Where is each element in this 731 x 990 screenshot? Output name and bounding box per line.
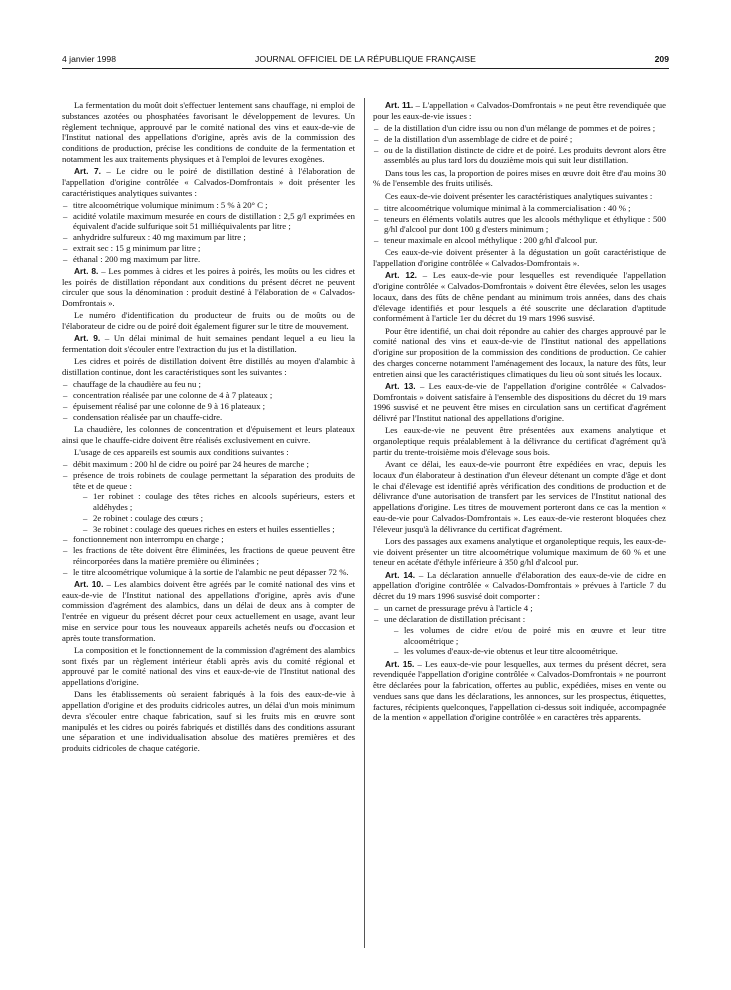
left-column [62, 100, 355, 755]
sub-list-item: – 1er robinet : coulage des têtes riches en alcools supérieurs, esters et aldéhydes ; [73, 491, 355, 513]
list-item: – titre alcoométrique volumique minimal à la commercialisation : 40 % ; [373, 203, 666, 214]
paragraph: Ces eaux-de-vie doivent présenter les caractéristiques analytiques suivantes : [385, 190, 653, 201]
article-label: Art. 11. [385, 100, 414, 110]
list-item: – fonctionnement non interrompu en charge ; [62, 534, 355, 545]
article-8 [62, 266, 355, 309]
header-title: JOURNAL OFFICIEL DE LA RÉPUBLIQUE FRANÇAISE [255, 54, 476, 64]
list-item: – condensation réalisée par un chauffe-cidre. [62, 412, 355, 423]
art11-list-2 [373, 203, 666, 246]
right-column [373, 100, 666, 725]
art9-list [62, 379, 355, 422]
article-text: – Le cidre ou le poiré de distillation destiné à l'élaboration de l'appellation d'origine contrôlée « Calvados-Domfrontais » doit présenter les caractéristiques analytiques suivantes : [62, 166, 355, 198]
paragraph: La chaudière, les colonnes de concentration et d'épuisement et leurs plateaux ainsi que le chauffe-cidre doivent être réalisés exclusivement en cuivre. [62, 423, 355, 445]
article-13 [373, 381, 666, 424]
art9-conditions [62, 459, 355, 577]
list-item: – débit maximum : 200 hl de cidre ou poiré par 24 heures de marche ; [62, 459, 355, 470]
list-item: – anhydridre sulfureux : 40 mg maximum par litre ; [62, 232, 355, 243]
list-item: – extrait sec : 15 g minimum par litre ; [62, 243, 355, 254]
sub-list [384, 625, 666, 657]
column-divider [364, 98, 365, 948]
list-item-text: présence de trois robinets de coulage permettant la séparation des produits de tête et de queue : [73, 469, 355, 491]
list-item [373, 614, 666, 657]
list-item: – concentration réalisée par une colonne de 4 à 7 plateaux ; [62, 390, 355, 401]
list-item: – les fractions de tête doivent être éliminées, les fractions de queue peuvent être réincorporées dans la matière première ou éliminées ; [62, 545, 355, 567]
paragraph: La composition et le fonctionnement de la commission d'agrément des alambics sont fixés par un règlement intérieur établi après avis du comité régional et approuvé par le comité national des vins et eaux-de-vie de l'Institut national des appellations d'origine. [62, 644, 355, 687]
article-text: – La déclaration annuelle d'élaboration des eaux-de-vie de cidre en appellation d'origine contrôlée « Calvados-Domfrontais » prévues à l'article 7 du décret du 19 mars 1996 susvisé doit comporter : [373, 569, 666, 601]
list-item: – titre alcoométrique volumique minimum : 5 % à 20° C ; [62, 200, 355, 211]
article-7 [62, 166, 355, 198]
article-10 [62, 579, 355, 644]
article-text: – Les eaux-de-vie pour lesquelles, aux termes du présent décret, sera revendiquée l'appellation d'origine contrôlée « Calvados-Domfrontais » ne pourront être déclarées pour la fabrication, offertes au public, expédiées, mises en vente ou vendues sans que dans les déclarations, les annonces, sur les prospectus, étiquettes, factures, récipients quelconques, l'appellation ci-dessus soit indiquée, accompagnée de la mention « appellation d'origine contrôlée » en caractères très apparents. [373, 658, 666, 723]
list-item: – teneurs en éléments volatils autres que les alcools méthylique et éthylique : 500 g/hl d'alcool pur dont 100 g d'esters minimum ; [373, 214, 666, 236]
header-rule [62, 68, 669, 69]
list-item: – de la distillation d'un assemblage de cidre et de poiré ; [373, 134, 666, 145]
sub-list-item: – 3e robinet : coulage des queues riches en esters et huiles essentielles ; [73, 524, 355, 535]
article-label: Art. 7. [74, 166, 101, 176]
article-text: – Les eaux-de-vie pour lesquelles est revendiquée l'appellation d'origine contrôlée « Calvados-Domfrontais » doivent être élevées, selon les usages locaux, dans des fûts de chêne pendant au minimum trois années, dans des chais d'élevage identifiés et pour lesquels a été souscrite une déclaration d'aptitude conformément à l'article 1er du décret du 19 mars 1996 susvisé. [373, 270, 666, 324]
sub-list-item: – 2e robinet : coulage des cœurs ; [73, 513, 355, 524]
list-item [62, 470, 355, 535]
sub-list-item: – les volumes de cidre et/ou de poiré mis en œuvre et leur titre alcoométrique ; [384, 625, 666, 647]
header-date: 4 janvier 1998 [62, 54, 116, 64]
article-label: Art. 14. [385, 569, 416, 580]
paragraph: La fermentation du moût doit s'effectuer lentement sans chauffage, ni emploi de substances azotées ou phosphatées favorisant le développement de levures. Un règlement technique, approuvé par le comité national des vins et eaux-de-vie de l'Institut national des appellations d'origine, après avis de la commission des conditions de production, précise les conditions de conduite de la fermentation et notamment les aux traitements physiques et à l'emploi de levures exogènes. [62, 100, 355, 164]
paragraph: Les cidres et poirés de distillation doivent être distillés au moyen d'alambic à distillation continue, dont les caractéristiques sont les suivantes : [62, 356, 355, 377]
article-text: – Les pommes à cidres et les poires à poirés, les moûts ou les cidres et les poirés de distillation répondant aux conditions du présent décret ne peuvent circuler que sous la dénomination : produit destiné à l'élaboration de « Calvados-Domfrontais ». [62, 265, 355, 308]
article-label: Art. 10. [74, 578, 104, 589]
sub-list [73, 491, 355, 534]
paragraph: Pour être identifié, un chai doit répondre au cahier des charges approuvé par le comité national des vins et eaux-de-vie de l'Institut national des appellations d'origine sur proposition de la commission des conditions de production. Ce cahier des charges concerne notamment l'aménagement des locaux, la nature des fûts, leur entretien ainsi que les caractéristiques climatiques du lieu où sont situés les locaux. [373, 325, 666, 379]
article-15 [373, 659, 666, 724]
article-label: Art. 13. [385, 380, 416, 391]
article-text: – Les eaux-de-vie de l'appellation d'origine contrôlée « Calvados-Domfrontais » doivent satisfaire à l'ensemble des dispositions du décret du 19 mars 1996 susvisé et ne peuvent être mises en circulation sans un certificat d'agrément délivré par l'Institut national des appellations d'origine. [373, 380, 666, 423]
list-item: – épuisement réalisé par une colonne de 9 à 16 plateaux ; [62, 401, 355, 412]
list-item: – acidité volatile maximum mesurée en cours de distillation : 2,5 g/l exprimées en équivalent d'acide sulfurique soit 51 milliéquivalents par litre ; [62, 211, 355, 233]
list-item: – teneur maximale en alcool méthylique : 200 g/hl d'alcool pur. [373, 235, 666, 246]
paragraph: Le numéro d'identification du producteur de fruits ou de moûts ou de l'élaborateur de cidre ou de poiré doit également figurer sur le titre de mouvement. [62, 310, 355, 331]
article-text: – Un délai minimal de huit semaines pendant lequel a eu lieu la fermentation doit s'écouler entre l'extraction du jus et la distillation. [62, 333, 355, 354]
article-label: Art. 12. [385, 270, 418, 281]
paragraph: Ces eaux-de-vie doivent présenter à la dégustation un goût caractéristique de l'appellation d'origine contrôlée « Calvados-Domfrontais ». [373, 247, 666, 268]
article-12 [373, 270, 666, 324]
page-number: 209 [654, 54, 669, 64]
paragraph: Dans les établissements où seraient fabriqués à la fois des eaux-de-vie à appellation d'origine et des produits cidricoles autres, un délai d'un mois minimum devra s'écouler entre chaque fabrication, sauf si les fruits mis en œuvre sont manipulés et les cidres ou poirés fabriqués et distillés dans des conditions assurant une séparation et une individualisation absolue des matières premières et des produits cidricoles de chaque catégorie. [62, 689, 355, 753]
list-item: – ou de la distillation distincte de cidre et de poiré. Les produits devront alors être assemblés au plus tard lors du douzième mois qui suit leur distillation. [373, 145, 666, 167]
art11-list [373, 123, 666, 166]
list-item: – éthanal : 200 mg maximum par litre. [62, 254, 355, 265]
paragraph: Dans tous les cas, la proportion de poires mises en œuvre doit être d'au moins 30 % de l'ensemble des fruits utilisés. [373, 167, 666, 189]
paragraph: Avant ce délai, les eaux-de-vie pourront être expédiées en vrac, depuis les locaux d'un élaborateur à destination d'un éleveur détenant un compte d'âge et dont le chai d'élevage est identifié après vérification des conditions de production et de délivrance d'une autorisation de transfert par les services de l'Institut national des appellations d'origine. Les titres de mouvement porteront dans ce cas la mention « eau-de-vie pour Calvados-Domfrontais ». Les eaux-de-vie resteront bloquées chez l'éleveur jusqu'à la délivrance du certificat d'agrément. [373, 459, 666, 534]
list-item-text: une déclaration de distillation précisant : [384, 614, 526, 624]
list-item: – le titre alcoométrique volumique à la sortie de l'alambic ne peut dépasser 72 %. [62, 567, 355, 578]
article-label: Art. 8. [74, 265, 99, 276]
paragraph: Les eaux-de-vie ne peuvent être présentées aux examens analytique et organoleptique requis préalablement à la délivrance du certificat d'agrément qu'à partir du trente-troisième mois d'élevage sous bois. [373, 425, 666, 457]
list-item: – de la distillation d'un cidre issu ou non d'un mélange de pommes et de poires ; [373, 123, 666, 134]
paragraph: Lors des passages aux examens analytique et organoleptique requis, les eaux-de-vie doivent présenter un titre alcoométrique volumique maximum de 60 % et une teneur en acétate d'éthyle inférieure à 350 g/hl d'alcool pur. [373, 535, 666, 568]
article-label: Art. 15. [385, 658, 415, 669]
article-text: – Les alambics doivent être agréés par le comité national des vins et eaux-de-vie de l'Institut national des appellations d'origine, après avis d'une commission d'agrément des alambics, dans un délai de deux ans à compter de l'entrée en vigueur du présent décret pour ceux actuellement en usage, avant leur mise en service pour tous les nouveaux appareils achetés neufs ou d'occasion et après toute transformation. [62, 578, 355, 643]
article-label: Art. 9. [74, 333, 101, 344]
list-item: – chauffage de la chaudière au feu nu ; [62, 379, 355, 390]
article-14 [373, 570, 666, 602]
article-11 [373, 100, 666, 122]
article-9 [62, 333, 355, 355]
article-text: – L'appellation « Calvados-Domfrontais » ne peut être revendiquée que pour les eaux-de-vie issues : [373, 100, 666, 121]
list-item: – un carnet de pressurage prévu à l'article 4 ; [373, 603, 666, 614]
art14-list [373, 603, 666, 657]
sub-list-item: – les volumes d'eaux-de-vie obtenus et leur titre alcoométrique. [384, 646, 666, 657]
art7-list [62, 200, 355, 265]
page-header [62, 54, 669, 66]
paragraph: L'usage de ces appareils est soumis aux conditions suivantes : [74, 446, 289, 457]
